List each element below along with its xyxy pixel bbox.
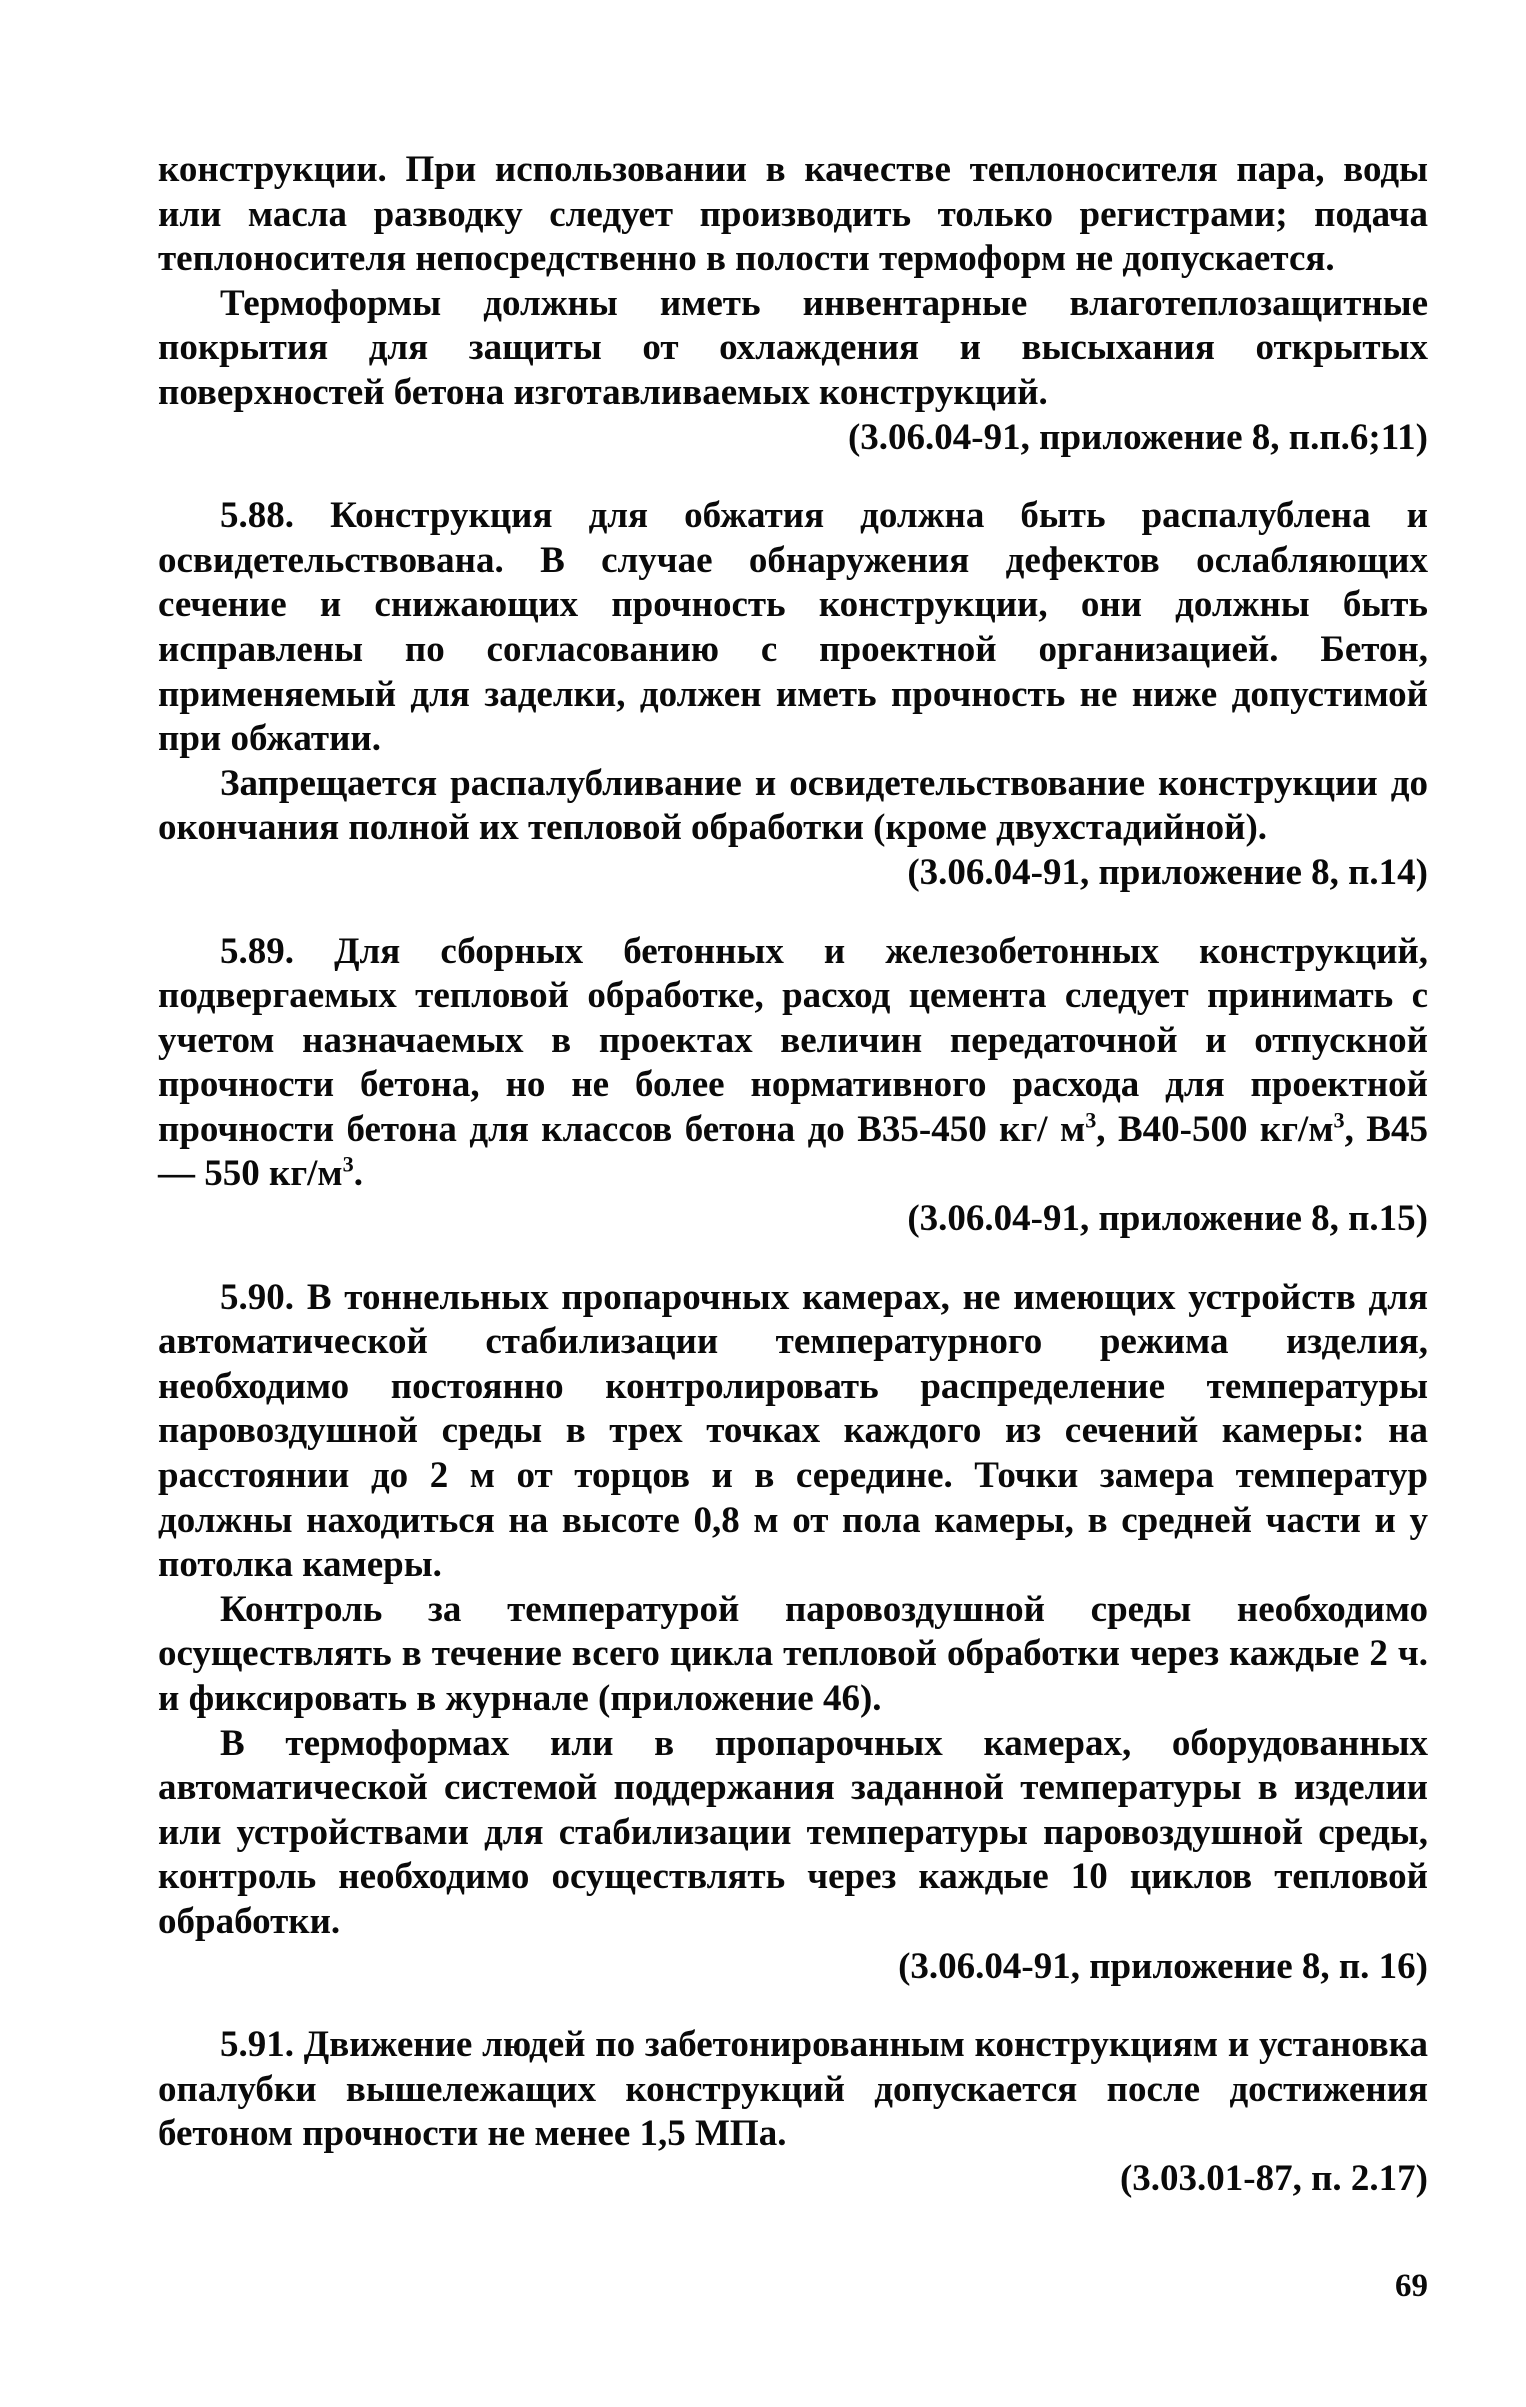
section-5-90-paragraph-2: Контроль за температурой паровоздушной среды необходимо осуществлять в течение всего цикла тепловой обработки через каждые 2 ч. и фиксировать в журнале (приложение 46). bbox=[158, 1588, 1428, 1719]
superscript: 3 bbox=[1333, 1107, 1345, 1133]
section-gap bbox=[158, 1242, 1428, 1276]
intro-paragraph: конструкции. При использовании в качестве теплоносителя пара, воды или масла разводку следует производить только регистрами; подача теплоносителя непосредственно в полости термоформ не допускается. bbox=[158, 149, 1428, 280]
section-gap bbox=[158, 1989, 1428, 2023]
superscript: 3 bbox=[342, 1152, 354, 1178]
reference-citation: (3.06.04-91, приложение 8, п. 16) bbox=[898, 1945, 1428, 1987]
section-5-89-text: 5.89. Для сборных бетонных и железобетонных конструкций, подвергаемых тепловой обработке, расход цемента следует принимать с учетом назначаемых в проектах величин передаточной и отпускной прочности бетона, но не более нормативного расхода для проектной прочности бетона для классов бетона до В35-450 кг/ м bbox=[158, 930, 1428, 1150]
intro-paragraph-2: Термоформы должны иметь инвентарные влаготеплозащитные покрытия для защиты от охлаждения и высыхания открытых поверхностей бетона изготавливаемых конструкций. bbox=[158, 282, 1428, 413]
reference-citation: (3.06.04-91, приложение 8, п.15) bbox=[907, 1198, 1428, 1240]
reference-citation: (3.06.04-91, приложение 8, п.14) bbox=[907, 851, 1428, 893]
document-page bbox=[158, 148, 1428, 2202]
section-5-88-paragraph: 5.88. Конструкция для обжатия должна быть распалублена и освидетельствована. В случае обнаружения дефектов ослабляющих сечение и снижающих прочность конструкции, они должны быть исправлены по согласованию с проектной организацией. Бетон, применяемый для заделки, должен иметь прочность не ниже допустимой при обжатии. bbox=[158, 495, 1428, 760]
section-5-91-paragraph: 5.91. Движение людей по забетонированным конструкциям и установка опалубки вышележащих конструкций допускается после достижения бетоном прочности не менее 1,5 МПа. bbox=[158, 2024, 1428, 2155]
section-5-90-paragraph-3: В термоформах или в пропарочных камерах, оборудованных автоматической системой поддержания заданной температуры в изделии или устройствами для стабилизации температуры паровоздушной среды, контроль необходимо осуществлять через каждые 10 циклов тепловой обработки. bbox=[158, 1722, 1428, 1942]
reference-citation: (3.06.04-91, приложение 8, п.п.6;11) bbox=[847, 416, 1428, 458]
page-number: 69 bbox=[1395, 2268, 1428, 2304]
section-gap bbox=[158, 896, 1428, 930]
superscript: 3 bbox=[1085, 1107, 1097, 1133]
section-5-88-paragraph-2: Запрещается распалубливание и освидетельствование конструкции до окончания полной их тепловой обработки (кроме двухстадийной). bbox=[158, 762, 1428, 849]
section-gap bbox=[158, 460, 1428, 494]
section-5-89-paragraph bbox=[158, 930, 1428, 1198]
section-5-89-text: . bbox=[353, 1153, 363, 1195]
reference-citation: (3.03.01-87, п. 2.17) bbox=[1119, 2157, 1428, 2199]
section-5-89-text: , В40-500 кг/м bbox=[1096, 1108, 1334, 1150]
section-5-89-text: , В45 — 550 кг/м bbox=[158, 1108, 1428, 1195]
section-5-90-paragraph: 5.90. В тоннельных пропарочных камерах, не имеющих устройств для автоматической стабилизации температурного режима изделия, необходимо постоянно контролировать распределение температуры паровоздушной среды в трех точках каждого из сечений камеры: на расстоянии до 2 м от торцов и в середине. Точки замера температур должны находиться на высоте 0,8 м от пола камеры, в средней части и у потолка камеры. bbox=[158, 1276, 1428, 1586]
